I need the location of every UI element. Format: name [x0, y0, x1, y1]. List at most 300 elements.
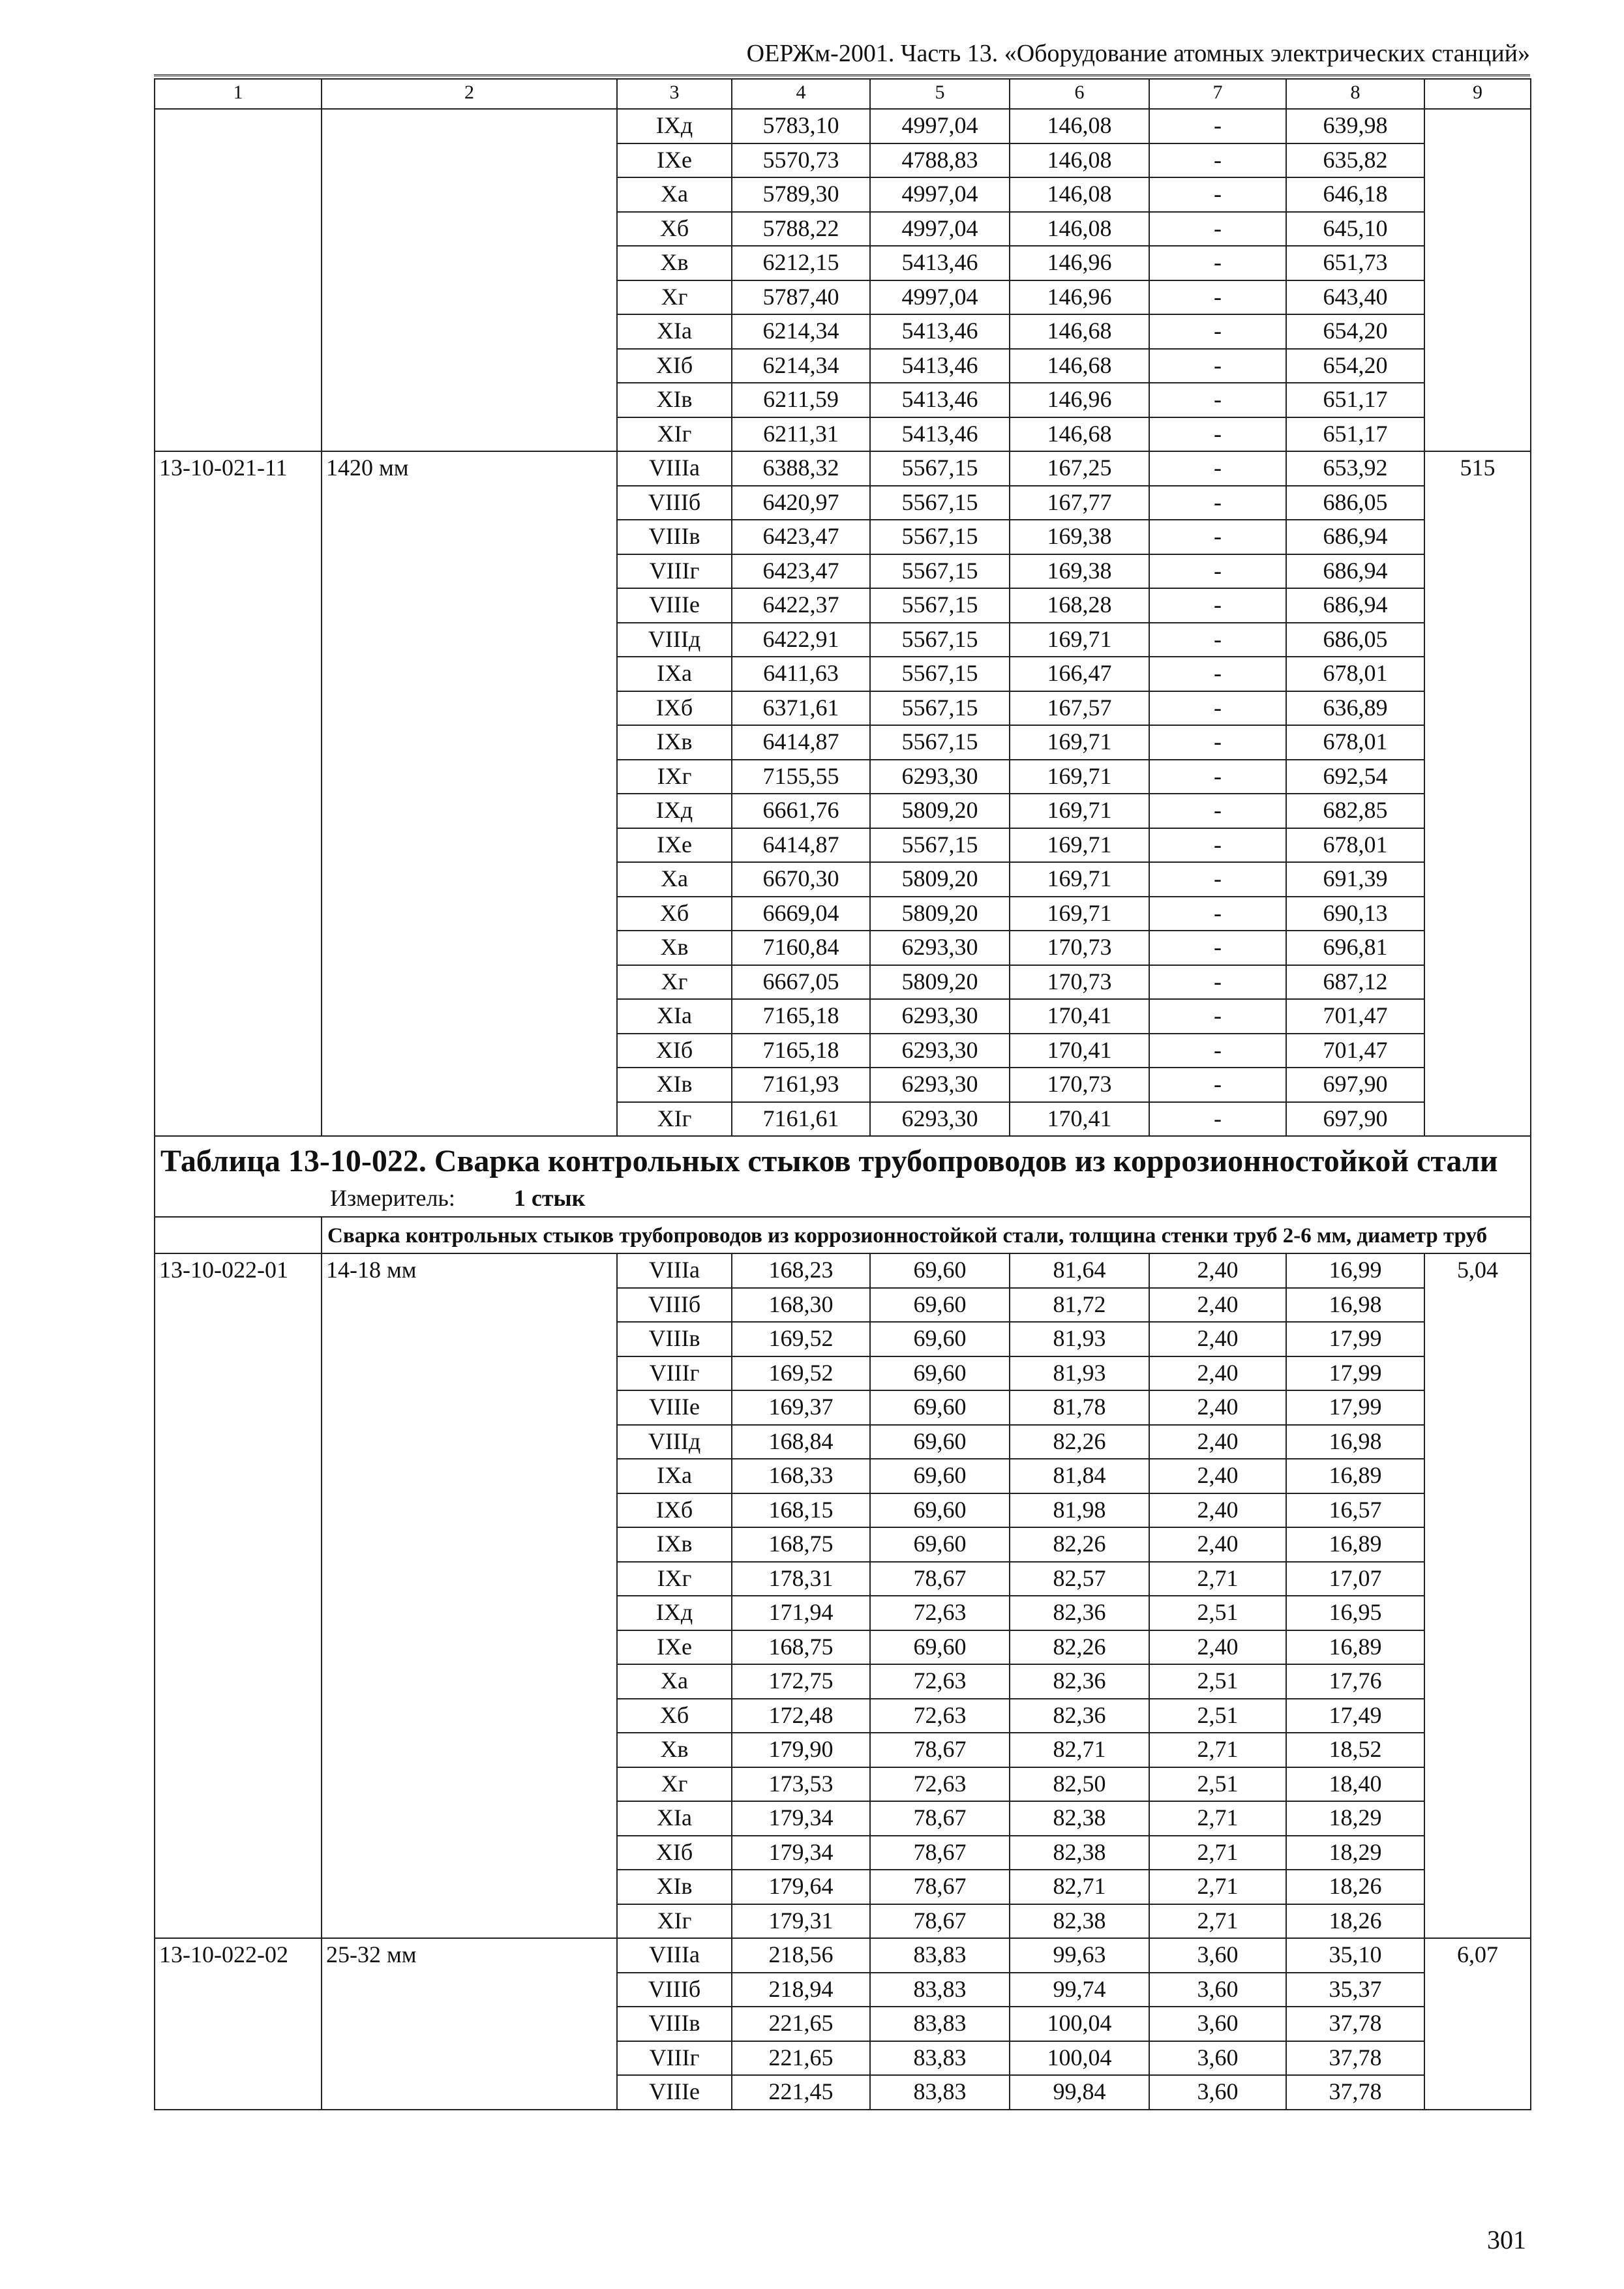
labor-cost: 69,60 — [870, 1630, 1010, 1665]
table-title-row — [155, 1136, 1531, 1217]
machine-cost: 81,64 — [1010, 1253, 1149, 1288]
machine-cost: 169,71 — [1010, 794, 1149, 828]
zone-code: VIIIд — [617, 623, 732, 657]
machine-cost: 146,96 — [1010, 280, 1149, 315]
materials-cost: 16,89 — [1286, 1630, 1424, 1665]
zone-code: IXв — [617, 725, 732, 760]
rates-table — [154, 78, 1531, 2110]
total-cost: 221,65 — [732, 2041, 870, 2076]
column-number: 8 — [1286, 79, 1424, 109]
machinist-wages: 2,71 — [1149, 1836, 1286, 1870]
machine-cost: 81,72 — [1010, 1288, 1149, 1323]
total-cost: 6414,87 — [732, 725, 870, 760]
pipe-diameter: 14-18 мм — [322, 1253, 617, 1938]
materials-cost: 18,26 — [1286, 1870, 1424, 1904]
machinist-wages: - — [1149, 177, 1286, 212]
materials-cost: 16,95 — [1286, 1596, 1424, 1630]
zone-code: XIа — [617, 1801, 732, 1836]
zone-code: XIв — [617, 1870, 732, 1904]
machinist-wages: 2,40 — [1149, 1630, 1286, 1665]
machinist-wages: - — [1149, 897, 1286, 931]
machine-cost: 167,77 — [1010, 486, 1149, 520]
total-cost: 179,90 — [732, 1733, 870, 1767]
materials-cost: 16,99 — [1286, 1253, 1424, 1288]
machine-cost: 170,73 — [1010, 931, 1149, 965]
pipe-diameter — [322, 109, 617, 451]
zone-code: XIг — [617, 417, 732, 452]
total-cost: 6423,47 — [732, 554, 870, 589]
materials-cost: 697,90 — [1286, 1068, 1424, 1102]
machine-cost: 82,38 — [1010, 1904, 1149, 1939]
table-title: Таблица 13-10-022. Сварка контрольных стыков трубопроводов из коррозионностойкой стали — [160, 1144, 1498, 1178]
materials-cost: 16,98 — [1286, 1425, 1424, 1459]
materials-cost: 643,40 — [1286, 280, 1424, 315]
materials-cost: 696,81 — [1286, 931, 1424, 965]
zone-code: IXе — [617, 1630, 732, 1665]
machine-cost: 81,84 — [1010, 1459, 1149, 1493]
materials-cost: 639,98 — [1286, 109, 1424, 143]
total-cost: 5783,10 — [732, 109, 870, 143]
labor-cost: 5413,46 — [870, 417, 1010, 452]
machinist-wages: - — [1149, 417, 1286, 452]
labor-cost: 4997,04 — [870, 280, 1010, 315]
total-cost: 6414,87 — [732, 828, 870, 863]
machine-cost: 166,47 — [1010, 657, 1149, 691]
rate-code: 13-10-022-01 — [155, 1253, 322, 1938]
zone-code: VIIIг — [617, 2041, 732, 2076]
machinist-wages: - — [1149, 314, 1286, 349]
machine-cost: 81,98 — [1010, 1493, 1149, 1528]
column-number: 3 — [617, 79, 732, 109]
zone-code: Xв — [617, 1733, 732, 1767]
machine-cost: 82,36 — [1010, 1664, 1149, 1699]
materials-cost: 692,54 — [1286, 760, 1424, 794]
zone-code: VIIIа — [617, 1938, 732, 1973]
machinist-wages: 2,40 — [1149, 1527, 1286, 1562]
machine-cost: 81,78 — [1010, 1390, 1149, 1425]
labor-cost: 4997,04 — [870, 109, 1010, 143]
labor-cost: 69,60 — [870, 1390, 1010, 1425]
labor-cost: 6293,30 — [870, 1068, 1010, 1102]
zone-code: VIIIа — [617, 1253, 732, 1288]
zone-code: XIг — [617, 1102, 732, 1137]
zone-code: IXг — [617, 760, 732, 794]
labor-cost: 5567,15 — [870, 588, 1010, 623]
machinist-wages: - — [1149, 280, 1286, 315]
total-cost: 5787,40 — [732, 280, 870, 315]
materials-cost: 636,89 — [1286, 691, 1424, 726]
zone-code: Xг — [617, 280, 732, 315]
machine-cost: 81,93 — [1010, 1356, 1149, 1391]
total-cost: 179,31 — [732, 1904, 870, 1939]
machine-cost: 82,36 — [1010, 1699, 1149, 1733]
zone-code: IXб — [617, 1493, 732, 1528]
zone-code: Xб — [617, 212, 732, 247]
machine-cost: 100,04 — [1010, 2041, 1149, 2076]
labor-cost: 5567,15 — [870, 657, 1010, 691]
materials-cost: 690,13 — [1286, 897, 1424, 931]
total-cost: 6670,30 — [732, 862, 870, 897]
labor-cost: 69,60 — [870, 1527, 1010, 1562]
zone-code: XIб — [617, 1836, 732, 1870]
labor-cost: 5567,15 — [870, 691, 1010, 726]
total-cost: 173,53 — [732, 1767, 870, 1802]
machine-cost: 146,68 — [1010, 417, 1149, 452]
zone-code: Xг — [617, 1767, 732, 1802]
labor-cost: 4788,83 — [870, 143, 1010, 178]
zone-code: XIг — [617, 1904, 732, 1939]
machinist-wages: - — [1149, 623, 1286, 657]
column-number-row — [155, 79, 1531, 109]
machinist-wages: - — [1149, 143, 1286, 178]
labor-cost: 78,67 — [870, 1904, 1010, 1939]
labor-cost: 5567,15 — [870, 451, 1010, 486]
materials-cost: 686,05 — [1286, 623, 1424, 657]
total-cost: 7165,18 — [732, 1034, 870, 1068]
materials-cost: 16,98 — [1286, 1288, 1424, 1323]
machinist-wages: 2,71 — [1149, 1562, 1286, 1596]
machinist-wages: - — [1149, 246, 1286, 280]
total-cost: 6420,97 — [732, 486, 870, 520]
machinist-wages: - — [1149, 760, 1286, 794]
table-row — [155, 109, 1531, 143]
column-number: 1 — [155, 79, 322, 109]
total-cost: 221,65 — [732, 2007, 870, 2041]
machine-cost: 82,26 — [1010, 1527, 1149, 1562]
labor-cost: 72,63 — [870, 1664, 1010, 1699]
machinist-wages: 2,51 — [1149, 1664, 1286, 1699]
rate-code: 13-10-022-02 — [155, 1938, 322, 2110]
zone-code: IXг — [617, 1562, 732, 1596]
labor-cost: 5567,15 — [870, 828, 1010, 863]
materials-cost: 654,20 — [1286, 314, 1424, 349]
total-cost: 169,37 — [732, 1390, 870, 1425]
total-cost: 7160,84 — [732, 931, 870, 965]
meter-value: 1 стык — [513, 1185, 586, 1211]
total-cost: 172,48 — [732, 1699, 870, 1733]
materials-cost: 686,94 — [1286, 520, 1424, 554]
zone-code: XIа — [617, 999, 732, 1034]
machinist-wages: 2,40 — [1149, 1425, 1286, 1459]
materials-cost: 678,01 — [1286, 828, 1424, 863]
machinist-wages: - — [1149, 931, 1286, 965]
zone-code: XIв — [617, 1068, 732, 1102]
total-cost: 5789,30 — [732, 177, 870, 212]
machinist-wages: 2,71 — [1149, 1801, 1286, 1836]
materials-cost: 651,17 — [1286, 417, 1424, 452]
machinist-wages: - — [1149, 520, 1286, 554]
total-cost: 172,75 — [732, 1664, 870, 1699]
labor-cost: 78,67 — [870, 1836, 1010, 1870]
machinist-wages: 2,40 — [1149, 1253, 1286, 1288]
zone-code: VIIIв — [617, 520, 732, 554]
materials-cost: 17,99 — [1286, 1390, 1424, 1425]
zone-code: Xб — [617, 897, 732, 931]
machinist-wages: - — [1149, 691, 1286, 726]
machine-cost: 82,50 — [1010, 1767, 1149, 1802]
total-cost: 5570,73 — [732, 143, 870, 178]
machine-cost: 82,36 — [1010, 1596, 1149, 1630]
zone-code: VIIIа — [617, 451, 732, 486]
materials-cost: 697,90 — [1286, 1102, 1424, 1137]
zone-code: VIIIв — [617, 2007, 732, 2041]
materials-cost: 686,94 — [1286, 554, 1424, 589]
labor-cost: 78,67 — [870, 1562, 1010, 1596]
total-cost: 168,75 — [732, 1630, 870, 1665]
total-cost: 168,84 — [732, 1425, 870, 1459]
labor-cost: 69,60 — [870, 1288, 1010, 1323]
total-cost: 168,33 — [732, 1459, 870, 1493]
total-cost: 218,94 — [732, 1973, 870, 2007]
labor-cost: 69,60 — [870, 1425, 1010, 1459]
materials-cost: 18,52 — [1286, 1733, 1424, 1767]
labor-cost: 72,63 — [870, 1699, 1010, 1733]
labor-cost: 5809,20 — [870, 965, 1010, 1000]
zone-code: Xб — [617, 1699, 732, 1733]
zone-code: IXд — [617, 1596, 732, 1630]
labor-cost: 78,67 — [870, 1801, 1010, 1836]
labor-cost: 6293,30 — [870, 999, 1010, 1034]
rates-table-body — [155, 79, 1531, 2110]
materials-cost: 691,39 — [1286, 862, 1424, 897]
total-cost: 7155,55 — [732, 760, 870, 794]
total-cost: 179,64 — [732, 1870, 870, 1904]
labor-cost: 5567,15 — [870, 623, 1010, 657]
machine-cost: 169,71 — [1010, 623, 1149, 657]
labor-cost: 6293,30 — [870, 1102, 1010, 1137]
labor-cost: 5809,20 — [870, 794, 1010, 828]
table-row — [155, 1938, 1531, 1973]
column-number: 5 — [870, 79, 1010, 109]
machine-cost: 82,26 — [1010, 1425, 1149, 1459]
labor-cost: 5809,20 — [870, 897, 1010, 931]
labor-cost: 5567,15 — [870, 554, 1010, 589]
machinist-wages: - — [1149, 486, 1286, 520]
labor-cost: 69,60 — [870, 1459, 1010, 1493]
materials-cost: 16,89 — [1286, 1459, 1424, 1493]
total-cost: 7165,18 — [732, 999, 870, 1034]
machine-cost: 169,71 — [1010, 897, 1149, 931]
labor-cost: 5413,46 — [870, 246, 1010, 280]
zone-code: IXв — [617, 1527, 732, 1562]
total-cost: 178,31 — [732, 1562, 870, 1596]
machinist-wages: - — [1149, 1102, 1286, 1137]
machine-cost: 146,68 — [1010, 349, 1149, 383]
materials-cost: 686,94 — [1286, 588, 1424, 623]
total-cost: 218,56 — [732, 1938, 870, 1973]
measurement-unit — [160, 1184, 1525, 1212]
labor-cost: 83,83 — [870, 2041, 1010, 2076]
machine-cost: 146,68 — [1010, 314, 1149, 349]
labor-cost: 72,63 — [870, 1767, 1010, 1802]
machine-cost: 82,71 — [1010, 1870, 1149, 1904]
zone-code: IXа — [617, 657, 732, 691]
machine-cost: 169,71 — [1010, 725, 1149, 760]
machinist-wages: - — [1149, 965, 1286, 1000]
machine-cost: 146,08 — [1010, 177, 1149, 212]
machine-cost: 168,28 — [1010, 588, 1149, 623]
total-cost: 169,52 — [732, 1322, 870, 1356]
total-cost: 169,52 — [732, 1356, 870, 1391]
meter-label: Измеритель: — [330, 1185, 455, 1211]
materials-cost: 17,76 — [1286, 1664, 1424, 1699]
machine-cost: 146,96 — [1010, 383, 1149, 417]
machinist-wages: 2,71 — [1149, 1904, 1286, 1939]
labor-cost: 78,67 — [870, 1870, 1010, 1904]
table-subtitle: Сварка контрольных стыков трубопроводов из коррозионностойкой стали, толщина стенки труб 2-6 мм, диаметр труб — [322, 1217, 1531, 1253]
machinist-wages: - — [1149, 451, 1286, 486]
table-row — [155, 1253, 1531, 1288]
machinist-wages: 3,60 — [1149, 2007, 1286, 2041]
table-row — [155, 451, 1531, 486]
machinist-wages: 2,51 — [1149, 1699, 1286, 1733]
zone-code: XIа — [617, 314, 732, 349]
machine-cost: 170,41 — [1010, 1034, 1149, 1068]
machinist-wages: - — [1149, 554, 1286, 589]
machine-cost: 146,08 — [1010, 143, 1149, 178]
total-cost: 168,15 — [732, 1493, 870, 1528]
subtitle-blank — [155, 1217, 322, 1253]
labor-cost: 6293,30 — [870, 760, 1010, 794]
labor-hours: 515 — [1424, 451, 1531, 1136]
zone-code: Xг — [617, 965, 732, 1000]
materials-cost: 35,10 — [1286, 1938, 1424, 1973]
machinist-wages: - — [1149, 212, 1286, 247]
zone-code: XIб — [617, 1034, 732, 1068]
labor-cost: 83,83 — [870, 1973, 1010, 2007]
materials-cost: 18,29 — [1286, 1801, 1424, 1836]
zone-code: VIIIг — [617, 1356, 732, 1391]
materials-cost: 37,78 — [1286, 2075, 1424, 2110]
zone-code: XIв — [617, 383, 732, 417]
total-cost: 171,94 — [732, 1596, 870, 1630]
column-number: 6 — [1010, 79, 1149, 109]
labor-cost: 5413,46 — [870, 349, 1010, 383]
zone-code: Xа — [617, 862, 732, 897]
machinist-wages: - — [1149, 725, 1286, 760]
zone-code: IXд — [617, 794, 732, 828]
total-cost: 6212,15 — [732, 246, 870, 280]
machinist-wages: 3,60 — [1149, 1938, 1286, 1973]
machine-cost: 82,57 — [1010, 1562, 1149, 1596]
machine-cost: 146,08 — [1010, 109, 1149, 143]
labor-cost: 72,63 — [870, 1596, 1010, 1630]
machinist-wages: - — [1149, 657, 1286, 691]
total-cost: 6422,37 — [732, 588, 870, 623]
zone-code: XIб — [617, 349, 732, 383]
total-cost: 6669,04 — [732, 897, 870, 931]
labor-cost: 5413,46 — [870, 314, 1010, 349]
zone-code: VIIIб — [617, 1288, 732, 1323]
total-cost: 7161,61 — [732, 1102, 870, 1137]
materials-cost: 18,40 — [1286, 1767, 1424, 1802]
machinist-wages: - — [1149, 794, 1286, 828]
machine-cost: 169,71 — [1010, 828, 1149, 863]
total-cost: 6661,76 — [732, 794, 870, 828]
materials-cost: 18,29 — [1286, 1836, 1424, 1870]
zone-code: Xв — [617, 246, 732, 280]
materials-cost: 17,07 — [1286, 1562, 1424, 1596]
machine-cost: 169,38 — [1010, 520, 1149, 554]
machine-cost: 82,26 — [1010, 1630, 1149, 1665]
materials-cost: 701,47 — [1286, 999, 1424, 1034]
materials-cost: 678,01 — [1286, 725, 1424, 760]
zone-code: VIIIе — [617, 1390, 732, 1425]
total-cost: 221,45 — [732, 2075, 870, 2110]
machine-cost: 170,73 — [1010, 1068, 1149, 1102]
labor-cost: 83,83 — [870, 2007, 1010, 2041]
table-title-cell — [155, 1136, 1531, 1217]
total-cost: 7161,93 — [732, 1068, 870, 1102]
machine-cost: 146,08 — [1010, 212, 1149, 247]
rate-code: 13-10-021-11 — [155, 451, 322, 1136]
machine-cost: 169,71 — [1010, 862, 1149, 897]
machinist-wages: - — [1149, 1068, 1286, 1102]
zone-code: IXе — [617, 828, 732, 863]
materials-cost: 17,99 — [1286, 1356, 1424, 1391]
machine-cost: 81,93 — [1010, 1322, 1149, 1356]
labor-cost: 69,60 — [870, 1493, 1010, 1528]
machine-cost: 99,63 — [1010, 1938, 1149, 1973]
total-cost: 6422,91 — [732, 623, 870, 657]
materials-cost: 645,10 — [1286, 212, 1424, 247]
materials-cost: 686,05 — [1286, 486, 1424, 520]
machinist-wages: - — [1149, 383, 1286, 417]
zone-code: VIIIг — [617, 554, 732, 589]
column-number: 7 — [1149, 79, 1286, 109]
machinist-wages: - — [1149, 109, 1286, 143]
materials-cost: 678,01 — [1286, 657, 1424, 691]
labor-cost: 4997,04 — [870, 212, 1010, 247]
materials-cost: 701,47 — [1286, 1034, 1424, 1068]
materials-cost: 653,92 — [1286, 451, 1424, 486]
machinist-wages: 2,71 — [1149, 1870, 1286, 1904]
materials-cost: 635,82 — [1286, 143, 1424, 178]
machine-cost: 169,38 — [1010, 554, 1149, 589]
zone-code: Xв — [617, 931, 732, 965]
machinist-wages: 2,51 — [1149, 1596, 1286, 1630]
machinist-wages: 2,40 — [1149, 1322, 1286, 1356]
machinist-wages: 2,40 — [1149, 1390, 1286, 1425]
labor-cost: 69,60 — [870, 1356, 1010, 1391]
total-cost: 168,75 — [732, 1527, 870, 1562]
rate-code — [155, 109, 322, 451]
materials-cost: 646,18 — [1286, 177, 1424, 212]
machinist-wages: - — [1149, 588, 1286, 623]
machinist-wages: - — [1149, 349, 1286, 383]
total-cost: 168,23 — [732, 1253, 870, 1288]
zone-code: VIIIе — [617, 2075, 732, 2110]
zone-code: IXд — [617, 109, 732, 143]
machinist-wages: - — [1149, 862, 1286, 897]
zone-code: VIIIб — [617, 1973, 732, 2007]
labor-hours — [1424, 109, 1531, 451]
total-cost: 6214,34 — [732, 349, 870, 383]
labor-cost: 83,83 — [870, 2075, 1010, 2110]
zone-code: IXе — [617, 143, 732, 178]
total-cost: 168,30 — [732, 1288, 870, 1323]
zone-code: Xа — [617, 177, 732, 212]
zone-code: VIIIб — [617, 486, 732, 520]
column-number: 4 — [732, 79, 870, 109]
materials-cost: 651,73 — [1286, 246, 1424, 280]
machinist-wages: 3,60 — [1149, 2075, 1286, 2110]
page-number: 301 — [1487, 2225, 1526, 2254]
labor-hours: 6,07 — [1424, 1938, 1531, 2110]
machine-cost: 82,38 — [1010, 1801, 1149, 1836]
machinist-wages: 2,40 — [1149, 1493, 1286, 1528]
machinist-wages: 3,60 — [1149, 2041, 1286, 2076]
